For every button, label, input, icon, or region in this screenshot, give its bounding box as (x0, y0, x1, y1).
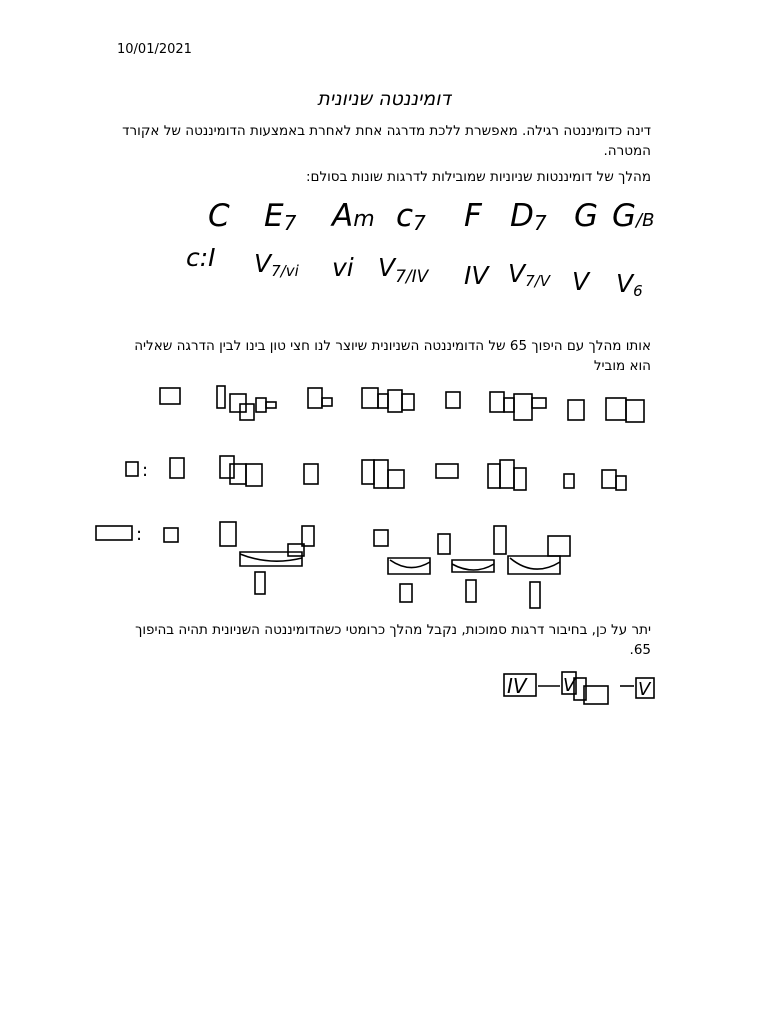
degraded-voice-leading-row (96, 522, 570, 608)
chord-G: G (574, 198, 599, 234)
document-title: דומיננטה שניונית (317, 88, 451, 110)
chord-F: F (464, 198, 482, 234)
chord-Am: Am (332, 198, 375, 234)
paragraph-chromatic: יתר על כן, בחיבור דרגות סמוכות, נקבל מהלך כרומטי כשהדומיננטה השניונית תהיה בהיפוך 65. (135, 622, 651, 658)
key-label-C-I: c:I (186, 243, 216, 272)
svg-text:V: V (563, 675, 576, 696)
chord-D7: D7 (510, 198, 547, 235)
numeral-V7-IV: $V_{7/IV}$ (378, 253, 429, 287)
numeral-V6: V6 (616, 269, 643, 300)
degraded-handwriting-svg (90, 380, 650, 610)
chromatic-progression-image (500, 666, 660, 712)
roman-numerals-row (186, 243, 643, 300)
chord-C7: c7 (396, 198, 426, 235)
degraded-handwriting-image (90, 380, 650, 610)
paragraph-65-inversion: אותו מהלך עם היפוך 65 של הדומיננטה השניונית שיוצר לנו חצי טון בינו לבין הדרגה שאליה הוא מוביל (134, 338, 651, 374)
handwritten-progression-svg (180, 192, 660, 307)
chord-G-over-B: G/B (612, 198, 655, 234)
chord-E7: E7 (264, 198, 297, 235)
numeral-vi: vi (332, 253, 354, 282)
chord-symbols-row (208, 198, 654, 235)
numeral-V7-vi: V7/vi (254, 249, 299, 280)
chord-C: C (208, 198, 230, 234)
chromatic-progression-svg (500, 666, 660, 712)
numeral-V7-V: V7/V (508, 259, 550, 290)
handwritten-progression-image (180, 192, 660, 307)
document-date: 10/01/2021 (117, 42, 192, 57)
numeral-V: V (572, 267, 590, 296)
svg-text:IV: IV (507, 674, 527, 698)
degraded-numeral-row (126, 456, 626, 490)
svg-text:V: V (638, 679, 651, 700)
paragraph-progression-intro: מהלך של דומיננטות שניוניות שמובילות לדרגות שונות בסולם: (305, 169, 651, 185)
svg-text::: : (136, 524, 143, 545)
svg-text::: : (142, 460, 149, 481)
degraded-chord-row (160, 386, 644, 422)
paragraph-definition: דינה כדומיננטה רגילה. מאפשרת ללכת מדרגה אחת לאחרת באמצעות הדומיננטה של אקורד המטרה. (122, 123, 651, 159)
numeral-IV: IV (464, 261, 489, 290)
